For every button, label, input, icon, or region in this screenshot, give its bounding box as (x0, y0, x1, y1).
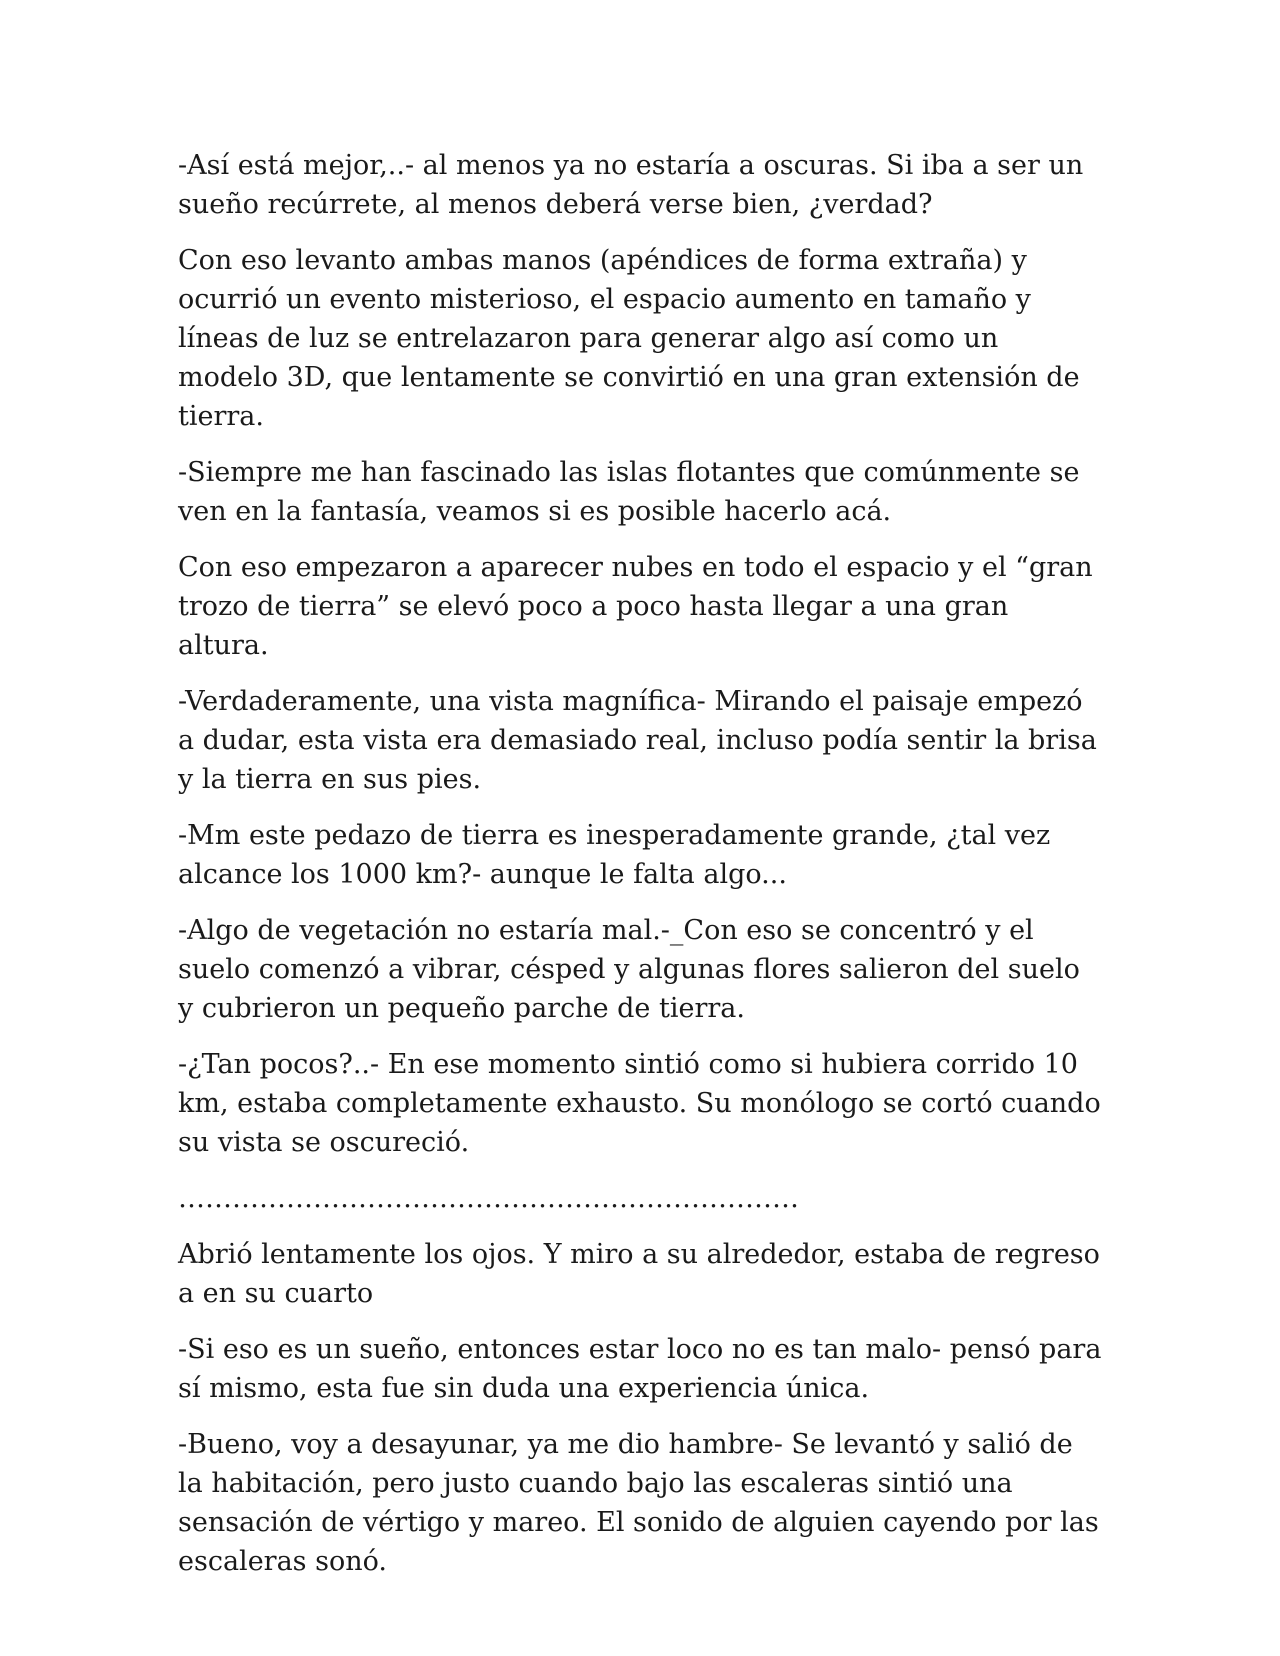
paragraph-7: -Algo de vegetación no estaría mal.-_Con eso se concentró y el suelo comenzó a vibrar, césped y algunas flores salieron del suelo y cubrieron un pequeño parche de tierra. (178, 915, 1080, 1024)
paragraph-4: Con eso empezaron a aparecer nubes en todo el espacio y el “gran trozo de tierra” se elevó poco a poco hasta llegar a una gran altura. (178, 552, 1093, 661)
paragraph-11: -Bueno, voy a desayunar, ya me dio hambre- Se levantó y salió de la habitación, pero justo cuando bajo las escaleras sintió una sensación de vértigo y mareo. El sonido de alguien cayendo por las escaleras sonó. (178, 1429, 1099, 1577)
paragraph-6: -Mm este pedazo de tierra es inesperadamente grande, ¿tal vez alcance los 1000 km?- aunque le falta algo... (178, 820, 1051, 890)
paragraph-8: -¿Tan pocos?..- En ese momento sintió como si hubiera corrido 10 km, estaba completamente exhausto. Su monólogo se cortó cuando su vista se oscureció. (178, 1049, 1101, 1158)
paragraph-2: Con eso levanto ambas manos (apéndices de forma extraña) y ocurrió un evento misterioso, el espacio aumento en tamaño y líneas de luz se entrelazaron para generar algo así como un modelo 3D, que lentamente se convirtió en una gran extensión de tierra. (178, 245, 1080, 432)
paragraph-10: -Si eso es un sueño, entonces estar loco no es tan malo- pensó para sí mismo, esta fue sin duda una experiencia única. (178, 1334, 1102, 1404)
document-body (178, 146, 1103, 1598)
paragraph-5: -Verdaderamente, una vista magnífica- Mirando el paisaje empezó a dudar, esta vista era demasiado real, incluso podía sentir la brisa y la tierra en sus pies. (178, 686, 1097, 795)
paragraph-9: Abrió lentamente los ojos. Y miro a su alrededor, estaba de regreso a en su cuarto (178, 1239, 1100, 1309)
scene-separator: …………………………………………………………… (178, 1183, 799, 1214)
paragraph-1: -Así está mejor,..- al menos ya no estaría a oscuras. Si iba a ser un sueño recúrrete, al menos deberá verse bien, ¿verdad? (178, 150, 1084, 220)
paragraph-3: -Siempre me han fascinado las islas flotantes que comúnmente se ven en la fantasía, veamos si es posible hacerlo acá. (178, 457, 1080, 527)
